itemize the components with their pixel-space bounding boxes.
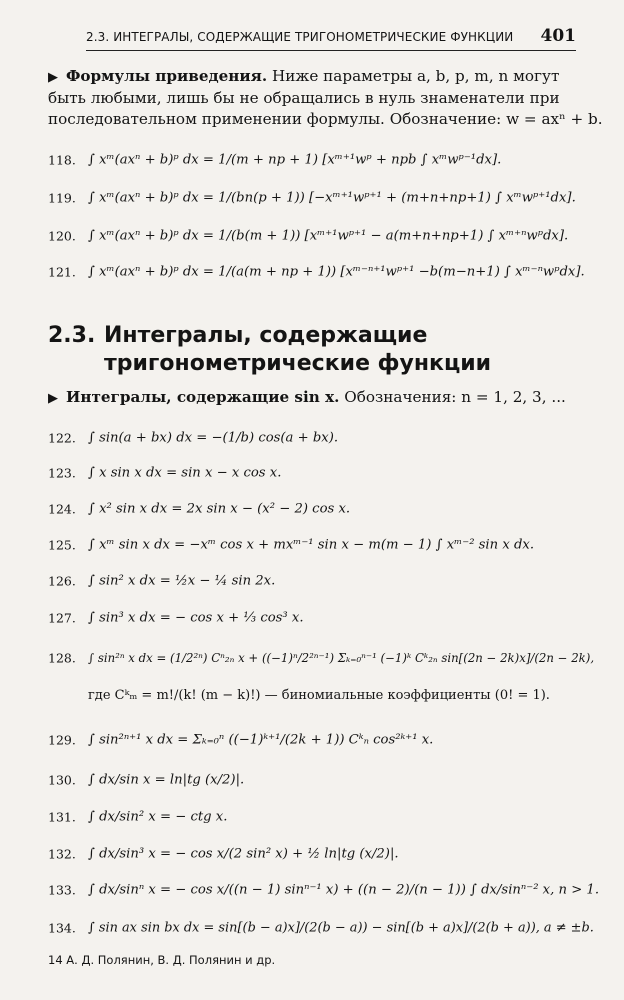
section-title-line1: Интегралы, содержащие bbox=[104, 323, 428, 348]
formula-133 bbox=[48, 870, 608, 910]
binomial-note: где Cᵏₘ = m!/(k! (m − k)!) — биномиальные коэффициенты (0! = 1). bbox=[88, 688, 550, 703]
formula-125 bbox=[48, 525, 608, 565]
formula-number: 118. bbox=[48, 152, 76, 168]
formula-number: 133. bbox=[48, 882, 76, 898]
formula-expression: ∫ xᵐ sin x dx = −xᵐ cos x + mxᵐ⁻¹ sin x − m(m − 1) ∫ xᵐ⁻² sin x dx. bbox=[88, 537, 535, 553]
formula-118 bbox=[48, 140, 608, 180]
formula-129 bbox=[48, 720, 608, 760]
formula-number: 120. bbox=[48, 228, 76, 244]
formula-number: 134. bbox=[48, 920, 76, 936]
formula-expression: ∫ dx/sin x = ln|tg (x/2)|. bbox=[88, 772, 245, 788]
page-number: 401 bbox=[540, 26, 576, 46]
running-header bbox=[86, 26, 576, 51]
reduction-text-line2: быть любыми, лишь бы не обращались в нуль знаменатели при bbox=[48, 89, 560, 107]
reduction-title: Формулы приведения. bbox=[66, 67, 268, 85]
running-title: 2.3. ИНТЕГРАЛЫ, СОДЕРЖАЩИЕ ТРИГОНОМЕТРИЧЕСКИЕ ФУНКЦИИ bbox=[86, 30, 514, 44]
formula-number: 122. bbox=[48, 430, 76, 446]
formula-expression: ∫ sin³ x dx = − cos x + ⅓ cos³ x. bbox=[88, 610, 304, 626]
section-heading bbox=[48, 322, 491, 378]
formula-number: 128. bbox=[48, 650, 76, 666]
sin-intro-title: Интегралы, содержащие sin x. bbox=[66, 388, 340, 406]
formula-127 bbox=[48, 598, 608, 638]
formula-expression: ∫ dx/sin³ x = − cos x/(2 sin² x) + ½ ln|tg (x/2)|. bbox=[88, 846, 399, 862]
formula-number: 123. bbox=[48, 465, 76, 481]
formula-expression: ∫ x sin x dx = sin x − x cos x. bbox=[88, 465, 282, 481]
formula-number: 125. bbox=[48, 537, 76, 553]
formula-expression: ∫ dx/sin² x = − ctg x. bbox=[88, 809, 228, 825]
triangle-marker-icon: ▶ bbox=[48, 391, 58, 406]
triangle-marker-icon: ▶ bbox=[48, 70, 58, 85]
formula-131 bbox=[48, 797, 608, 837]
formula-expression: ∫ xᵐ(axⁿ + b)ᵖ dx = 1/(a(m + np + 1)) [xᵐ⁻ⁿ⁺¹wᵖ⁺¹ −b(m−n+1) ∫ xᵐ⁻ⁿwᵖdx]. bbox=[88, 264, 585, 280]
formula-number: 131. bbox=[48, 809, 76, 825]
reduction-text-line1: Ниже параметры a, b, p, m, n могут bbox=[272, 67, 560, 85]
section-title-line2: тригонометрические функции bbox=[104, 351, 492, 376]
formula-number: 130. bbox=[48, 772, 76, 788]
formula-123 bbox=[48, 453, 608, 493]
formula-number: 121. bbox=[48, 264, 76, 280]
formula-number: 132. bbox=[48, 846, 76, 862]
reduction-text-line3: последовательном применении формулы. Обозначение: w = axⁿ + b. bbox=[48, 110, 603, 128]
formula-expression: ∫ sin²ⁿ x dx = (1/2²ⁿ) Cⁿ₂ₙ x + ((−1)ⁿ/2²ⁿ⁻¹) Σₖ₌₀ⁿ⁻¹ (−1)ᵏ Cᵏ₂ₙ sin[(2n − 2k)x]/(2n − 2k), bbox=[88, 651, 595, 665]
reduction-paragraph bbox=[48, 66, 603, 130]
formula-132 bbox=[48, 834, 608, 874]
formula-expression: ∫ sin ax sin bx dx = sin[(b − a)x]/(2(b − a)) − sin[(b + a)x]/(2(b + a)), a ≠ ±b. bbox=[88, 920, 594, 936]
sin-intro-text: Обозначения: n = 1, 2, 3, ... bbox=[344, 388, 566, 406]
formula-120 bbox=[48, 216, 608, 256]
formula-number: 124. bbox=[48, 501, 76, 517]
formula-121 bbox=[48, 252, 608, 292]
formula-130 bbox=[48, 760, 608, 800]
formula-expression: ∫ xᵐ(axⁿ + b)ᵖ dx = 1/(m + np + 1) [xᵐ⁺¹wᵖ + npb ∫ xᵐwᵖ⁻¹dx]. bbox=[88, 152, 502, 168]
formula-expression: ∫ x² sin x dx = 2x sin x − (x² − 2) cos x. bbox=[88, 501, 351, 517]
formula-119 bbox=[48, 178, 608, 218]
formula-128 bbox=[48, 638, 608, 678]
formula-124 bbox=[48, 489, 608, 529]
formula-expression: ∫ xᵐ(axⁿ + b)ᵖ dx = 1/(b(m + 1)) [xᵐ⁺¹wᵖ⁺¹ − a(m+n+np+1) ∫ xᵐ⁺ⁿwᵖdx]. bbox=[88, 228, 569, 244]
formula-expression: ∫ sin²ⁿ⁺¹ x dx = Σₖ₌₀ⁿ ((−1)ᵏ⁺¹/(2k + 1)) Cᵏₙ cos²ᵏ⁺¹ x. bbox=[88, 732, 434, 748]
formula-number: 127. bbox=[48, 610, 76, 626]
section-number: 2.3. bbox=[48, 323, 96, 348]
formula-expression: ∫ dx/sinⁿ x = − cos x/((n − 1) sinⁿ⁻¹ x) + ((n − 2)/(n − 1)) ∫ dx/sinⁿ⁻² x, n > 1. bbox=[88, 882, 600, 898]
formula-134 bbox=[48, 908, 608, 948]
formula-number: 119. bbox=[48, 190, 76, 206]
signature-footer: 14 А. Д. Полянин, В. Д. Полянин и др. bbox=[48, 953, 276, 967]
formula-expression: ∫ sin² x dx = ½x − ¼ sin 2x. bbox=[88, 573, 276, 589]
formula-expression: ∫ xᵐ(axⁿ + b)ᵖ dx = 1/(bn(p + 1)) [−xᵐ⁺¹wᵖ⁺¹ + (m+n+np+1) ∫ xᵐwᵖ⁺¹dx]. bbox=[88, 190, 576, 206]
formula-number: 129. bbox=[48, 732, 76, 748]
formula-126 bbox=[48, 561, 608, 601]
sin-intro bbox=[48, 387, 584, 409]
formula-number: 126. bbox=[48, 573, 76, 589]
formula-122 bbox=[48, 418, 608, 458]
formula-expression: ∫ sin(a + bx) dx = −(1/b) cos(a + bx). bbox=[88, 430, 339, 446]
